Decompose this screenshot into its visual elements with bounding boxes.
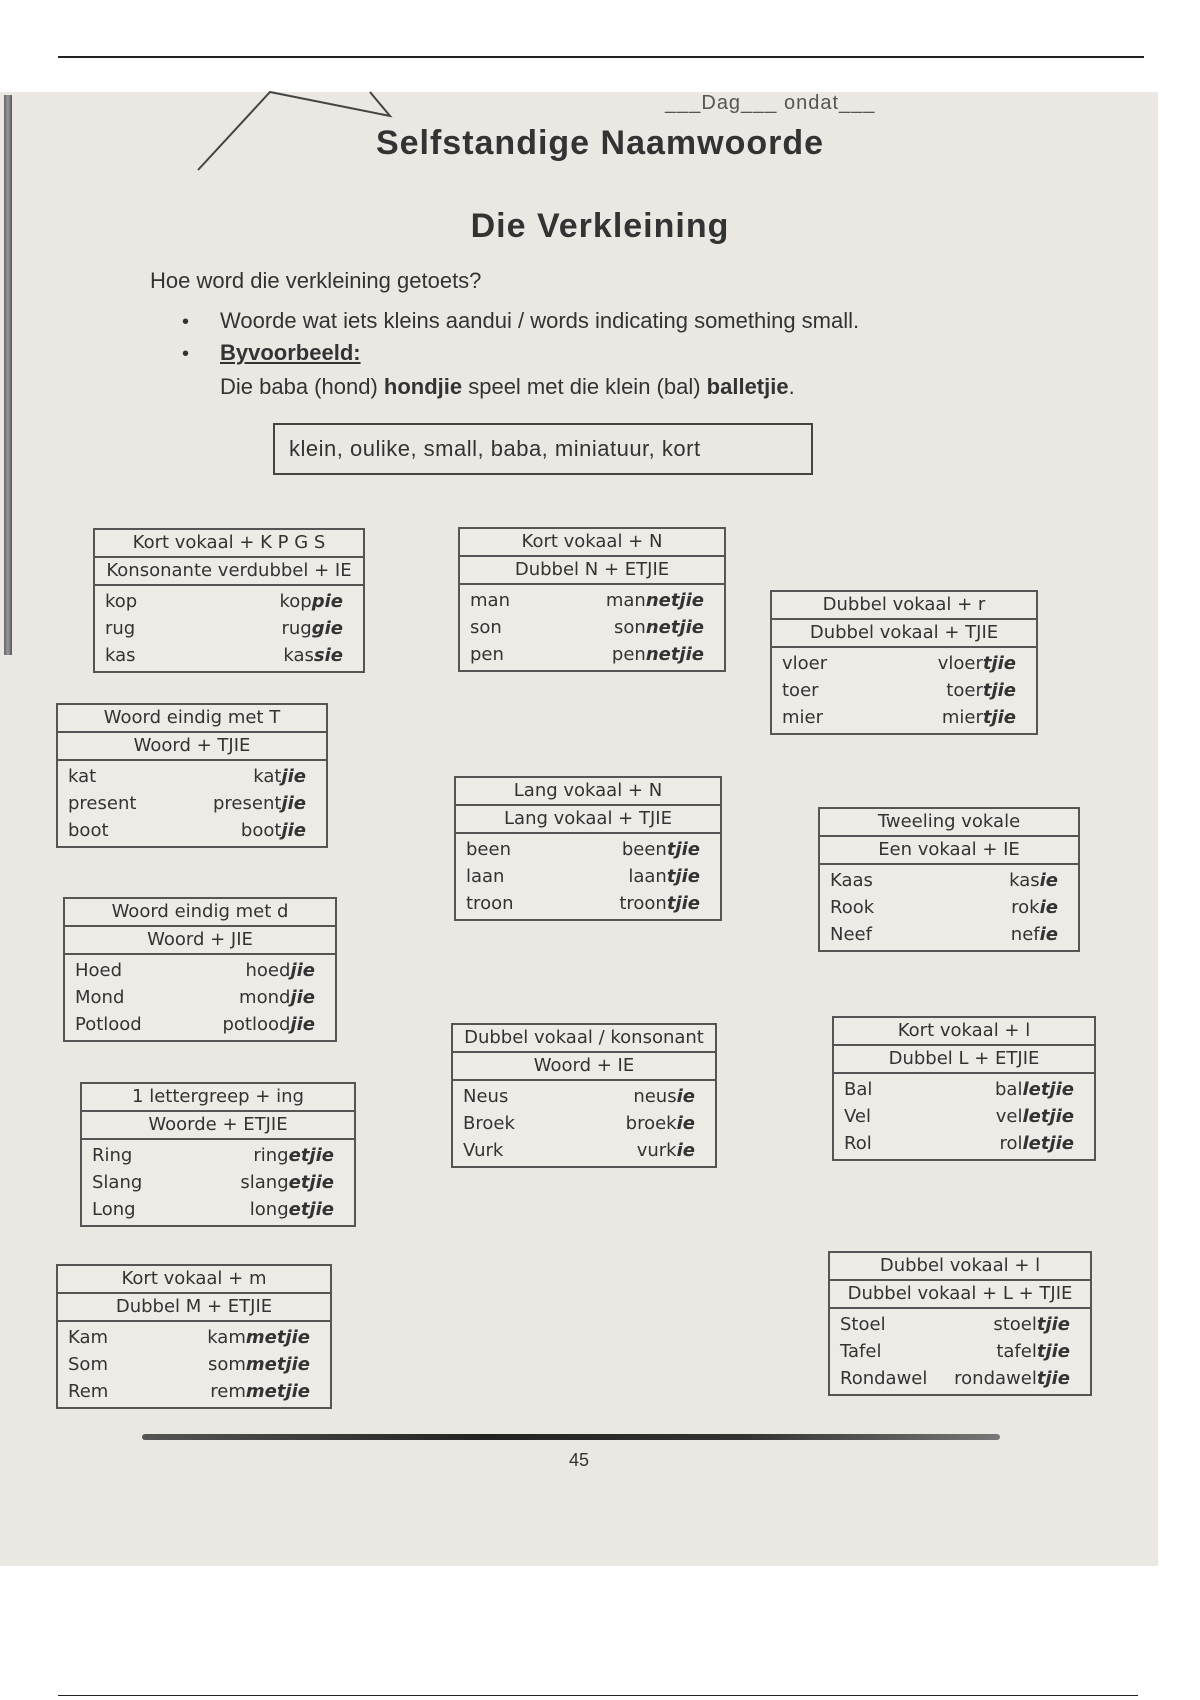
base-word: Potlood	[75, 1014, 142, 1035]
diminutive-word	[995, 1076, 1084, 1103]
diminutive-stem: long	[249, 1199, 289, 1220]
rule-box-k-p-g-s	[93, 528, 365, 673]
diminutive-stem: ring	[253, 1145, 289, 1166]
base-word: Hoed	[75, 960, 123, 981]
rule-subheading: Woord + TJIE	[58, 733, 326, 761]
rule-subheading: Konsonante verdubbel + IE	[95, 558, 363, 586]
diminutive-stem: potlood	[222, 1014, 291, 1035]
rule-box-d	[63, 897, 337, 1042]
rule-box-tweeling	[818, 807, 1080, 952]
rule-box-dubbel-l	[828, 1251, 1092, 1396]
base-word: son	[470, 617, 502, 638]
rule-box-ing	[80, 1082, 356, 1227]
rule-row	[466, 863, 710, 890]
rule-row	[466, 890, 710, 917]
rule-heading: Dubbel vokaal / konsonant	[453, 1025, 715, 1053]
diminutive-stem: rondawel	[954, 1368, 1037, 1389]
bottom-rule	[58, 1695, 1138, 1696]
rule-heading: Tweeling vokale	[820, 809, 1078, 837]
diminutive-suffix: tjie	[982, 680, 1016, 701]
base-word: Vurk	[463, 1140, 504, 1161]
diminutive-suffix: tjie	[666, 839, 700, 860]
rule-heading: Kort vokaal + N	[460, 529, 724, 557]
rule-row	[75, 1011, 325, 1038]
diminutive-word	[619, 890, 710, 917]
page-subtitle: Die Verkleining	[470, 207, 730, 245]
diminutive-word	[283, 642, 353, 669]
rule-row	[840, 1338, 1080, 1365]
rule-row	[68, 1378, 320, 1405]
diminutive-word	[208, 1351, 320, 1378]
diminutive-word	[996, 1103, 1084, 1130]
diminutive-stem: troon	[619, 893, 667, 914]
diminutive-stem: kat	[253, 766, 282, 787]
diminutive-stem: neus	[633, 1086, 677, 1107]
rule-heading: Woord eindig met T	[58, 705, 326, 733]
rule-row	[466, 836, 710, 863]
diminutive-stem: vurk	[636, 1140, 677, 1161]
diminutive-suffix: metjie	[245, 1381, 310, 1402]
base-word: Kam	[68, 1327, 109, 1348]
rule-row	[830, 894, 1068, 921]
diminutive-stem: tafel	[996, 1341, 1037, 1362]
bullet-dot-icon: •	[182, 311, 190, 333]
diminutive-suffix: tjie	[1036, 1314, 1070, 1335]
diminutive-stem: pen	[611, 644, 646, 665]
diminutive-word	[282, 615, 354, 642]
diminutive-word	[246, 957, 325, 984]
base-word: troon	[466, 893, 514, 914]
diminutive-suffix: tjie	[1036, 1368, 1070, 1389]
example-label: Byvoorbeeld:	[220, 340, 361, 365]
diminutive-word	[993, 1311, 1080, 1338]
bullet-item	[182, 308, 859, 334]
diminutive-stem: nef	[1010, 924, 1040, 945]
diminutive-suffix: netjie	[645, 590, 704, 611]
diminutive-word	[946, 677, 1026, 704]
example-sentence	[220, 374, 795, 400]
base-word: Som	[68, 1354, 108, 1375]
base-word: kas	[105, 645, 136, 666]
rule-heading: Kort vokaal + l	[834, 1018, 1094, 1046]
rule-subheading: Dubbel M + ETJIE	[58, 1294, 330, 1322]
diminutive-suffix: etjie	[288, 1145, 334, 1166]
diminutive-stem: boot	[240, 820, 282, 841]
rule-subheading: Dubbel L + ETJIE	[834, 1046, 1094, 1074]
base-word: Bal	[844, 1079, 873, 1100]
diminutive-word	[614, 614, 714, 641]
base-word: Neus	[463, 1086, 509, 1107]
diminutive-stem: stoel	[993, 1314, 1037, 1335]
diminutive-word	[626, 1110, 705, 1137]
diminutive-stem: mier	[941, 707, 983, 728]
diminutive-stem: rug	[281, 618, 312, 639]
base-word: Rondawel	[840, 1368, 928, 1389]
rule-row	[782, 704, 1026, 731]
diminutive-stem: vel	[995, 1106, 1023, 1127]
diminutive-word	[999, 1130, 1084, 1157]
rule-row	[92, 1196, 344, 1223]
base-word: boot	[68, 820, 109, 841]
rule-heading: Dubbel vokaal + l	[830, 1253, 1090, 1281]
diminutive-suffix: netjie	[645, 617, 704, 638]
bullet-dot-icon: •	[182, 343, 190, 365]
diminutive-suffix: jie	[281, 820, 306, 841]
bullet-item	[182, 340, 859, 366]
diminutive-word	[633, 1083, 705, 1110]
base-word: Neef	[830, 924, 872, 945]
diminutive-suffix: jie	[281, 766, 306, 787]
rule-row	[840, 1311, 1080, 1338]
diminutive-suffix: pie	[311, 591, 343, 612]
example-part: speel met die klein (bal)	[462, 374, 707, 399]
base-word: present	[68, 793, 137, 814]
rule-row	[105, 588, 353, 615]
example-bold: hondjie	[383, 374, 463, 399]
diminutive-stem: been	[621, 839, 667, 860]
diminutive-word	[1009, 867, 1068, 894]
diminutive-stem: present	[213, 793, 282, 814]
rule-row	[844, 1130, 1084, 1157]
diminutive-stem: slang	[240, 1172, 289, 1193]
diminutive-suffix: etjie	[288, 1199, 334, 1220]
diminutive-word	[250, 1196, 344, 1223]
base-word: kop	[105, 591, 138, 612]
diminutive-word	[253, 1142, 344, 1169]
rule-row	[840, 1365, 1080, 1392]
base-word: pen	[470, 644, 504, 665]
diminutive-stem: kas	[1009, 870, 1040, 891]
rule-box-lang-n	[454, 776, 722, 921]
word-box: klein, oulike, small, baba, miniatuur, kort	[273, 423, 813, 475]
base-word: Mond	[75, 987, 125, 1008]
rule-box-dubbel	[451, 1023, 717, 1168]
base-word: Kaas	[830, 870, 873, 891]
diminutive-stem: rol	[999, 1133, 1023, 1154]
rule-row	[844, 1103, 1084, 1130]
base-word: toer	[782, 680, 819, 701]
rule-subheading: Lang vokaal + TJIE	[456, 806, 720, 834]
diminutive-suffix: metjie	[245, 1354, 310, 1375]
rule-row	[782, 650, 1026, 677]
base-word: mier	[782, 707, 824, 728]
rule-heading: Lang vokaal + N	[456, 778, 720, 806]
base-word: Tafel	[840, 1341, 882, 1362]
rule-row	[844, 1076, 1084, 1103]
diminutive-suffix: jie	[290, 960, 315, 981]
diminutive-suffix: letjie	[1022, 1079, 1074, 1100]
rule-box-r	[770, 590, 1038, 735]
base-word: Ring	[92, 1145, 133, 1166]
rule-subheading: Woord + JIE	[65, 927, 335, 955]
diminutive-stem: man	[605, 590, 646, 611]
rule-row	[830, 867, 1068, 894]
rule-row	[68, 1351, 320, 1378]
rule-heading: Kort vokaal + K P G S	[95, 530, 363, 558]
rule-subheading: Dubbel vokaal + TJIE	[772, 620, 1036, 648]
diminutive-stem: son	[614, 617, 646, 638]
bullet-list	[182, 308, 859, 372]
diminutive-stem: toer	[946, 680, 983, 701]
diminutive-word	[222, 1011, 325, 1038]
rule-row	[75, 984, 325, 1011]
diminutive-suffix: ie	[1039, 924, 1058, 945]
rule-subheading: Dubbel vokaal + L + TJIE	[830, 1281, 1090, 1309]
rule-heading: 1 lettergreep + ing	[82, 1084, 354, 1112]
diminutive-stem: som	[207, 1354, 246, 1375]
base-word: Broek	[463, 1113, 515, 1134]
diminutive-suffix: tjie	[982, 707, 1016, 728]
base-word: laan	[466, 866, 505, 887]
diminutive-stem: broek	[625, 1113, 677, 1134]
rule-row	[463, 1137, 705, 1164]
diminutive-stem: vloer	[937, 653, 983, 674]
footer-line	[142, 1434, 1000, 1440]
rule-row	[92, 1142, 344, 1169]
diminutive-suffix: metjie	[245, 1327, 310, 1348]
diminutive-word	[938, 650, 1026, 677]
rule-row	[92, 1169, 344, 1196]
base-word: Rook	[830, 897, 875, 918]
base-word: Rol	[844, 1133, 872, 1154]
rule-box-m	[56, 1264, 332, 1409]
rule-subheading: Woord + IE	[453, 1053, 715, 1081]
diminutive-word	[996, 1338, 1080, 1365]
diminutive-suffix: jie	[290, 987, 315, 1008]
diminutive-suffix: etjie	[288, 1172, 334, 1193]
rule-subheading: Woorde + ETJIE	[82, 1112, 354, 1140]
rule-row	[470, 614, 714, 641]
diminutive-stem: rok	[1011, 897, 1040, 918]
diminutive-stem: kop	[279, 591, 312, 612]
question-text: Hoe word die verkleining getoets?	[150, 268, 482, 293]
page-number: 45	[568, 1450, 590, 1470]
diminutive-word	[942, 704, 1026, 731]
rule-heading: Kort vokaal + m	[58, 1266, 330, 1294]
diminutive-stem: rem	[210, 1381, 246, 1402]
diminutive-word	[606, 587, 714, 614]
bullet-text: Woorde wat iets kleins aandui / words indicating something small.	[220, 308, 860, 333]
example-bold: balletjie	[706, 374, 789, 399]
rule-heading: Dubbel vokaal + r	[772, 592, 1036, 620]
rule-row	[463, 1110, 705, 1137]
rule-row	[830, 921, 1068, 948]
base-word: kat	[68, 766, 97, 787]
rule-row	[105, 642, 353, 669]
diminutive-word	[210, 1378, 320, 1405]
diminutive-stem: kam	[207, 1327, 246, 1348]
header-fields: ___Dag___ ondat___	[665, 92, 876, 114]
diminutive-suffix: netjie	[645, 644, 704, 665]
diminutive-suffix: jie	[281, 793, 306, 814]
diminutive-word	[207, 1324, 320, 1351]
diminutive-word	[241, 817, 316, 844]
rule-row	[463, 1083, 705, 1110]
diminutive-word	[213, 790, 316, 817]
diminutive-suffix: ie	[676, 1086, 695, 1107]
rule-row	[68, 763, 316, 790]
rule-row	[68, 1324, 320, 1351]
diminutive-word	[612, 641, 714, 668]
example-part: .	[788, 374, 795, 399]
base-word: man	[470, 590, 510, 611]
diminutive-suffix: ie	[676, 1113, 695, 1134]
diminutive-suffix: sie	[313, 645, 343, 666]
rule-row	[470, 641, 714, 668]
diminutive-word	[253, 763, 316, 790]
base-word: been	[466, 839, 511, 860]
diminutive-word	[1011, 921, 1068, 948]
diminutive-word	[239, 984, 325, 1011]
diminutive-word	[280, 588, 354, 615]
diminutive-suffix: tjie	[666, 866, 700, 887]
base-word: vloer	[782, 653, 828, 674]
base-word: Rem	[68, 1381, 109, 1402]
diminutive-word	[637, 1137, 705, 1164]
diminutive-word	[954, 1365, 1080, 1392]
diminutive-suffix: tjie	[1036, 1341, 1070, 1362]
rule-box-l	[832, 1016, 1096, 1161]
base-word: Slang	[92, 1172, 143, 1193]
diminutive-suffix: tjie	[666, 893, 700, 914]
rule-box-n	[458, 527, 726, 672]
diminutive-stem: kas	[283, 645, 314, 666]
diminutive-suffix: ie	[1039, 870, 1058, 891]
diminutive-suffix: gie	[311, 618, 343, 639]
diminutive-stem: bal	[995, 1079, 1023, 1100]
rule-subheading: Een vokaal + IE	[820, 837, 1078, 865]
example-part: Die baba (hond)	[220, 374, 384, 399]
rule-row	[470, 587, 714, 614]
diminutive-suffix: letjie	[1022, 1133, 1074, 1154]
base-word: Stoel	[840, 1314, 886, 1335]
diminutive-word	[240, 1169, 344, 1196]
base-word: Vel	[844, 1106, 871, 1127]
diminutive-suffix: tjie	[982, 653, 1016, 674]
rule-row	[782, 677, 1026, 704]
diminutive-stem: hoed	[245, 960, 291, 981]
diminutive-word	[622, 836, 710, 863]
rule-row	[68, 790, 316, 817]
diminutive-suffix: letjie	[1022, 1106, 1074, 1127]
diminutive-suffix: ie	[676, 1140, 695, 1161]
base-word: Long	[92, 1199, 136, 1220]
diminutive-stem: mond	[239, 987, 291, 1008]
rule-box-t	[56, 703, 328, 848]
diminutive-suffix: ie	[1039, 897, 1058, 918]
diminutive-word	[1011, 894, 1068, 921]
diminutive-suffix: jie	[290, 1014, 315, 1035]
diminutive-stem: laan	[628, 866, 667, 887]
rule-row	[75, 957, 325, 984]
diminutive-word	[628, 863, 710, 890]
rule-subheading: Dubbel N + ETJIE	[460, 557, 724, 585]
base-word: rug	[105, 618, 136, 639]
page-title: Selfstandige Naamwoorde	[375, 124, 825, 162]
rule-row	[68, 817, 316, 844]
rule-heading: Woord eindig met d	[65, 899, 335, 927]
rule-row	[105, 615, 353, 642]
